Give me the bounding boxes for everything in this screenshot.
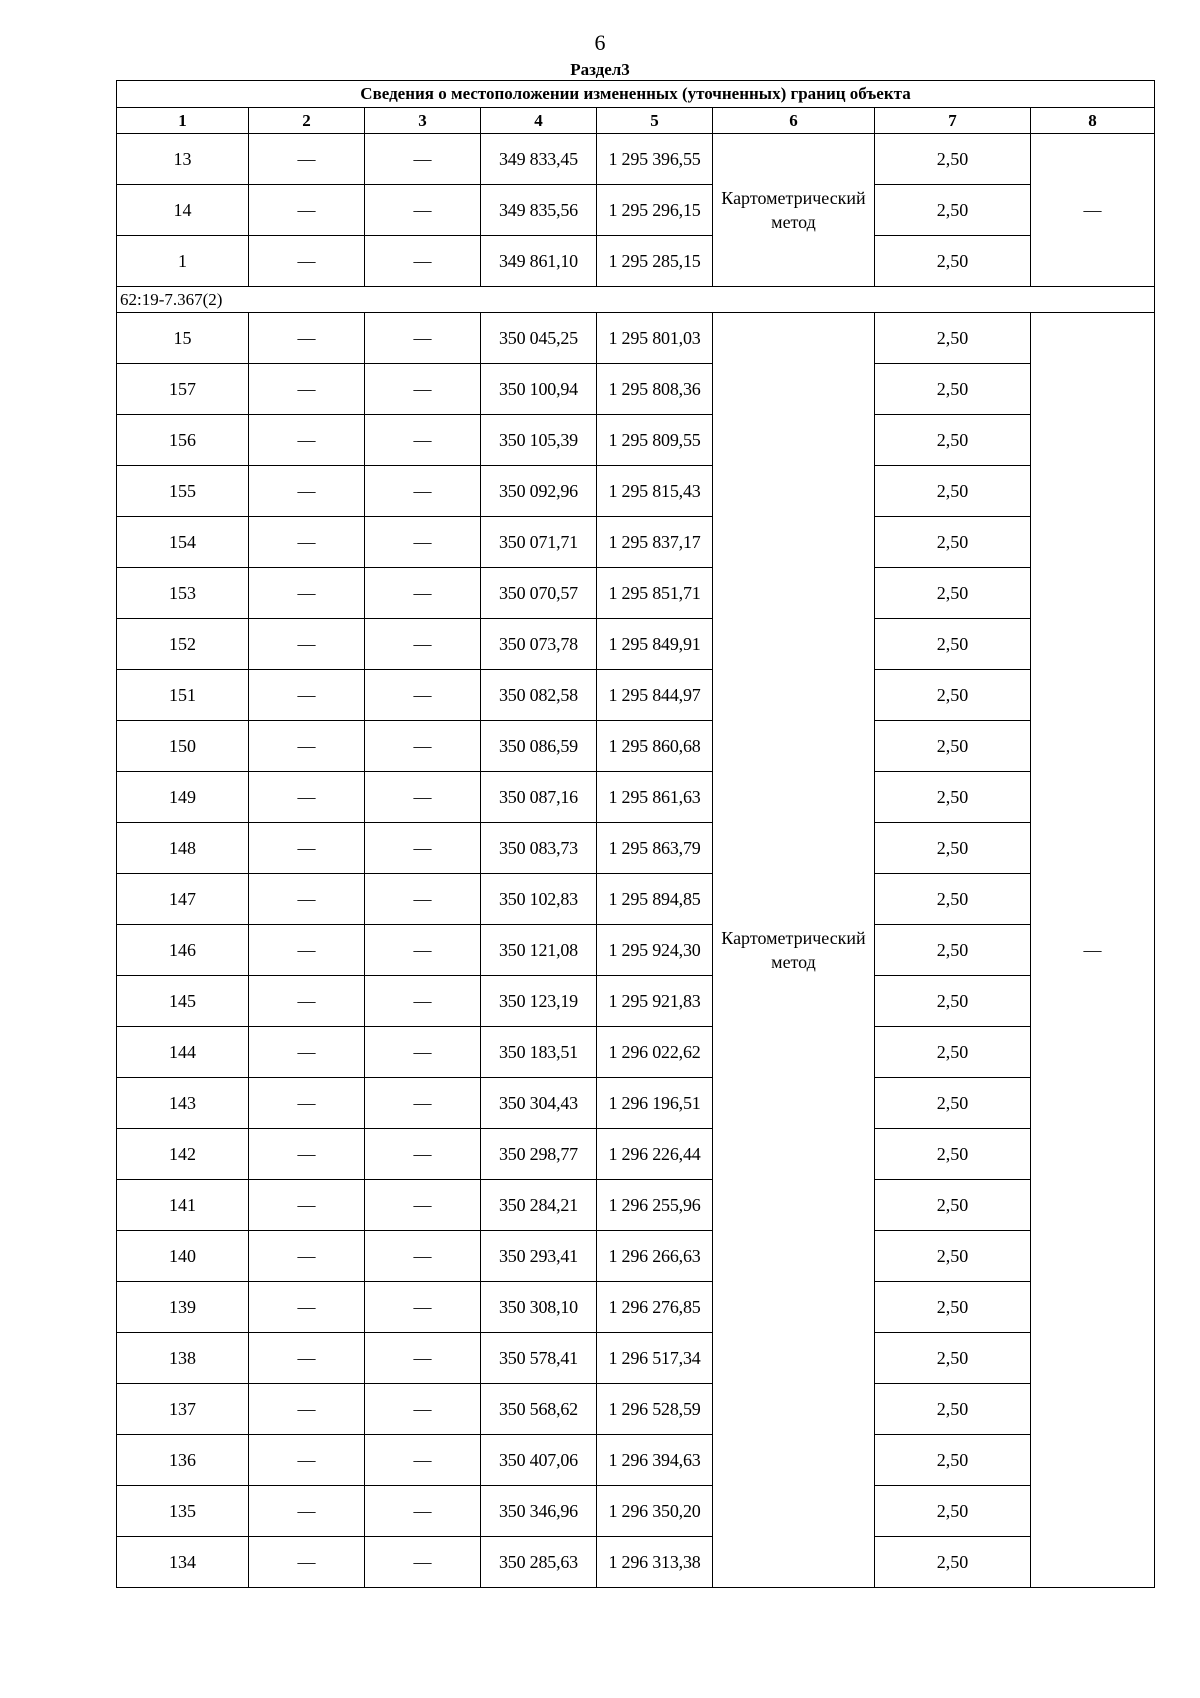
point-number: 152 [117,619,249,670]
point-number: 147 [117,874,249,925]
col2-value: — [249,313,365,364]
point-number: 14 [117,185,249,236]
y-coordinate: 1 296 255,96 [597,1180,713,1231]
y-coordinate: 1 295 844,97 [597,670,713,721]
page-number: 6 [594,30,606,55]
x-coordinate: 350 092,96 [481,466,597,517]
x-coordinate: 350 073,78 [481,619,597,670]
y-coordinate: 1 295 809,55 [597,415,713,466]
method-cell: Картометрический метод [713,134,875,287]
column-header: 3 [365,108,481,134]
col3-value: — [365,568,481,619]
col3-value: — [365,1180,481,1231]
precision-value: 2,50 [875,134,1031,185]
col3-value: — [365,1078,481,1129]
col3-value: — [365,1282,481,1333]
col2-value: — [249,619,365,670]
precision-value: 2,50 [875,670,1031,721]
x-coordinate: 350 298,77 [481,1129,597,1180]
x-coordinate: 350 346,96 [481,1486,597,1537]
x-coordinate: 350 100,94 [481,364,597,415]
table-row [117,823,1155,874]
col3-value: — [365,1537,481,1588]
y-coordinate: 1 295 808,36 [597,364,713,415]
y-coordinate: 1 295 849,91 [597,619,713,670]
col2-value: — [249,925,365,976]
col2-value: — [249,415,365,466]
column-header: 7 [875,108,1031,134]
col2-value: — [249,364,365,415]
col3-value: — [365,823,481,874]
x-coordinate: 350 071,71 [481,517,597,568]
col3-value: — [365,1129,481,1180]
column-header: 6 [713,108,875,134]
point-number: 154 [117,517,249,568]
y-coordinate: 1 295 285,15 [597,236,713,287]
column-header: 2 [249,108,365,134]
precision-value: 2,50 [875,772,1031,823]
y-coordinate: 1 296 266,63 [597,1231,713,1282]
point-number: 153 [117,568,249,619]
table-title: Сведения о местоположении измененных (уточненных) границ объекта [117,81,1155,108]
x-coordinate: 350 070,57 [481,568,597,619]
precision-value: 2,50 [875,1027,1031,1078]
precision-value: 2,50 [875,721,1031,772]
precision-value: 2,50 [875,1078,1031,1129]
coordinates-table [116,80,1155,1588]
col3-value: — [365,619,481,670]
y-coordinate: 1 295 921,83 [597,976,713,1027]
point-number: 1 [117,236,249,287]
y-coordinate: 1 295 863,79 [597,823,713,874]
point-number: 138 [117,1333,249,1384]
x-coordinate: 350 568,62 [481,1384,597,1435]
y-coordinate: 1 296 196,51 [597,1078,713,1129]
col3-value: — [365,517,481,568]
col3-value: — [365,1333,481,1384]
column-header: 4 [481,108,597,134]
precision-value: 2,50 [875,1384,1031,1435]
y-coordinate: 1 296 226,44 [597,1129,713,1180]
col2-value: — [249,1180,365,1231]
table-row [117,568,1155,619]
col2-value: — [249,1333,365,1384]
parcel-subheader-row [117,287,1155,313]
y-coordinate: 1 295 861,63 [597,772,713,823]
x-coordinate: 350 293,41 [481,1231,597,1282]
precision-value: 2,50 [875,1333,1031,1384]
table-row [117,1537,1155,1588]
table-row [117,721,1155,772]
table-row [117,236,1155,287]
y-coordinate: 1 295 396,55 [597,134,713,185]
table-row [117,466,1155,517]
precision-value: 2,50 [875,1231,1031,1282]
table-row [117,1333,1155,1384]
col2-value: — [249,1078,365,1129]
x-coordinate: 350 102,83 [481,874,597,925]
method-cell: Картометрический метод [713,313,875,1588]
col2-value: — [249,670,365,721]
point-number: 139 [117,1282,249,1333]
y-coordinate: 1 296 313,38 [597,1537,713,1588]
table-row [117,874,1155,925]
col3-value: — [365,721,481,772]
y-coordinate: 1 295 924,30 [597,925,713,976]
col2-value: — [249,1486,365,1537]
table-row [117,415,1155,466]
precision-value: 2,50 [875,925,1031,976]
col3-value: — [365,1231,481,1282]
col2-value: — [249,134,365,185]
precision-value: 2,50 [875,823,1031,874]
y-coordinate: 1 296 350,20 [597,1486,713,1537]
column-header: 5 [597,108,713,134]
precision-value: 2,50 [875,313,1031,364]
precision-value: 2,50 [875,874,1031,925]
point-number: 148 [117,823,249,874]
table-row [117,772,1155,823]
col2-value: — [249,874,365,925]
col3-value: — [365,1384,481,1435]
x-coordinate: 350 087,16 [481,772,597,823]
point-number: 142 [117,1129,249,1180]
col3-value: — [365,134,481,185]
point-number: 157 [117,364,249,415]
point-number: 137 [117,1384,249,1435]
point-number: 144 [117,1027,249,1078]
col2-value: — [249,1435,365,1486]
precision-value: 2,50 [875,185,1031,236]
x-coordinate: 349 833,45 [481,134,597,185]
col2-value: — [249,1027,365,1078]
table-row [117,1078,1155,1129]
col3-value: — [365,313,481,364]
point-number: 151 [117,670,249,721]
col8-value: — [1031,134,1155,287]
point-number: 140 [117,1231,249,1282]
col2-value: — [249,236,365,287]
col3-value: — [365,1435,481,1486]
x-coordinate: 350 123,19 [481,976,597,1027]
table-row [117,1231,1155,1282]
table-body [117,134,1155,1588]
column-header: 8 [1031,108,1155,134]
x-coordinate: 350 086,59 [481,721,597,772]
table-row [117,1282,1155,1333]
x-coordinate: 350 578,41 [481,1333,597,1384]
precision-value: 2,50 [875,364,1031,415]
y-coordinate: 1 295 815,43 [597,466,713,517]
precision-value: 2,50 [875,466,1031,517]
y-coordinate: 1 296 276,85 [597,1282,713,1333]
col2-value: — [249,1231,365,1282]
table-row [117,313,1155,364]
x-coordinate: 350 407,06 [481,1435,597,1486]
column-header: 1 [117,108,249,134]
y-coordinate: 1 295 296,15 [597,185,713,236]
point-number: 145 [117,976,249,1027]
col2-value: — [249,466,365,517]
point-number: 146 [117,925,249,976]
precision-value: 2,50 [875,236,1031,287]
precision-value: 2,50 [875,1537,1031,1588]
table-row [117,1129,1155,1180]
table-row [117,185,1155,236]
point-number: 149 [117,772,249,823]
col3-value: — [365,236,481,287]
point-number: 15 [117,313,249,364]
y-coordinate: 1 295 860,68 [597,721,713,772]
x-coordinate: 350 308,10 [481,1282,597,1333]
x-coordinate: 349 861,10 [481,236,597,287]
precision-value: 2,50 [875,619,1031,670]
precision-value: 2,50 [875,517,1031,568]
x-coordinate: 350 045,25 [481,313,597,364]
col3-value: — [365,772,481,823]
col2-value: — [249,185,365,236]
col2-value: — [249,823,365,874]
col2-value: — [249,721,365,772]
table-row [117,976,1155,1027]
y-coordinate: 1 295 894,85 [597,874,713,925]
point-number: 141 [117,1180,249,1231]
table-header-row [117,108,1155,134]
table-row [117,364,1155,415]
precision-value: 2,50 [875,568,1031,619]
table-row [117,1384,1155,1435]
x-coordinate: 350 082,58 [481,670,597,721]
table-title-row [117,81,1155,108]
point-number: 134 [117,1537,249,1588]
point-number: 156 [117,415,249,466]
col2-value: — [249,1537,365,1588]
x-coordinate: 350 304,43 [481,1078,597,1129]
parcel-id: 62:19-7.367(2) [117,287,1155,313]
table-row [117,925,1155,976]
point-number: 143 [117,1078,249,1129]
col2-value: — [249,772,365,823]
x-coordinate: 350 284,21 [481,1180,597,1231]
point-number: 135 [117,1486,249,1537]
col3-value: — [365,976,481,1027]
point-number: 136 [117,1435,249,1486]
col3-value: — [365,874,481,925]
x-coordinate: 349 835,56 [481,185,597,236]
precision-value: 2,50 [875,415,1031,466]
precision-value: 2,50 [875,1129,1031,1180]
col3-value: — [365,466,481,517]
y-coordinate: 1 295 801,03 [597,313,713,364]
x-coordinate: 350 285,63 [481,1537,597,1588]
y-coordinate: 1 296 394,63 [597,1435,713,1486]
col3-value: — [365,670,481,721]
x-coordinate: 350 183,51 [481,1027,597,1078]
col3-value: — [365,1486,481,1537]
table-row [117,517,1155,568]
y-coordinate: 1 295 851,71 [597,568,713,619]
table-row [117,619,1155,670]
precision-value: 2,50 [875,1282,1031,1333]
x-coordinate: 350 105,39 [481,415,597,466]
table-row [117,1180,1155,1231]
col2-value: — [249,517,365,568]
table-row [117,670,1155,721]
point-number: 155 [117,466,249,517]
x-coordinate: 350 121,08 [481,925,597,976]
precision-value: 2,50 [875,976,1031,1027]
table-row [117,1435,1155,1486]
precision-value: 2,50 [875,1180,1031,1231]
col3-value: — [365,185,481,236]
col3-value: — [365,925,481,976]
col3-value: — [365,415,481,466]
section-title: Раздел3 [570,60,630,79]
col2-value: — [249,1129,365,1180]
col3-value: — [365,1027,481,1078]
col8-value: — [1031,313,1155,1588]
table-row [117,1486,1155,1537]
point-number: 13 [117,134,249,185]
precision-value: 2,50 [875,1486,1031,1537]
y-coordinate: 1 296 528,59 [597,1384,713,1435]
col2-value: — [249,1384,365,1435]
table-row [117,134,1155,185]
col3-value: — [365,364,481,415]
point-number: 150 [117,721,249,772]
table-row [117,1027,1155,1078]
col2-value: — [249,976,365,1027]
col2-value: — [249,1282,365,1333]
x-coordinate: 350 083,73 [481,823,597,874]
y-coordinate: 1 296 517,34 [597,1333,713,1384]
y-coordinate: 1 295 837,17 [597,517,713,568]
y-coordinate: 1 296 022,62 [597,1027,713,1078]
col2-value: — [249,568,365,619]
precision-value: 2,50 [875,1435,1031,1486]
